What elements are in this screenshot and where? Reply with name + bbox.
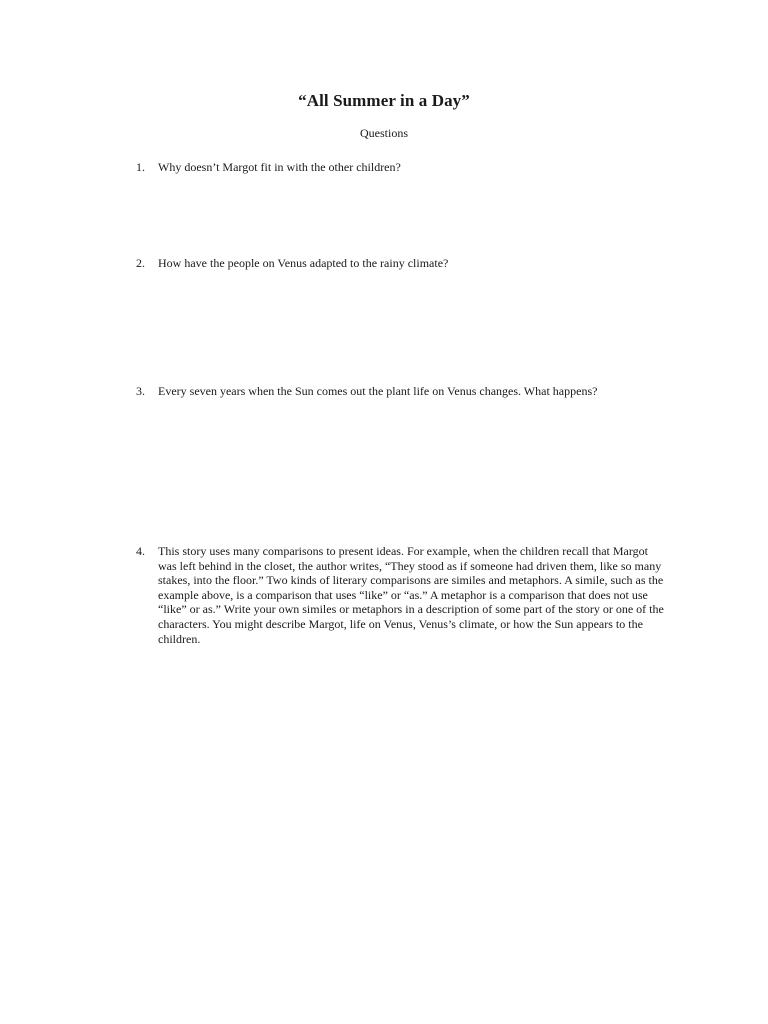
question-text: Every seven years when the Sun comes out the plant life on Venus changes. What happens?	[158, 384, 598, 398]
document-subtitle: Questions	[360, 126, 408, 140]
question-text: This story uses many comparisons to present ideas. For example, when the children recall that Margot was left behind in the closet, the author writes, “They stood as if someone had driven them, like so many stakes, into the floor.” Two kinds of literary comparisons are similes and metaphors. A simile, such as the example above, is a comparison that uses “like” or “as.” A metaphor is a comparison that does not use “like” or as.” Write your own similes or metaphors in a description of some part of the story or one of the characters. You might describe Margot, life on Venus, Venus’s climate, or how the Sun appears to the children.	[158, 544, 664, 646]
question-number: 4.	[136, 544, 145, 558]
question-number: 1.	[136, 160, 145, 174]
question-text: How have the people on Venus adapted to the rainy climate?	[158, 256, 449, 270]
question-text: Why doesn’t Margot fit in with the other children?	[158, 160, 401, 174]
document-title: “All Summer in a Day”	[298, 91, 470, 110]
question-number: 3.	[136, 384, 145, 398]
question-number: 2.	[136, 256, 145, 270]
